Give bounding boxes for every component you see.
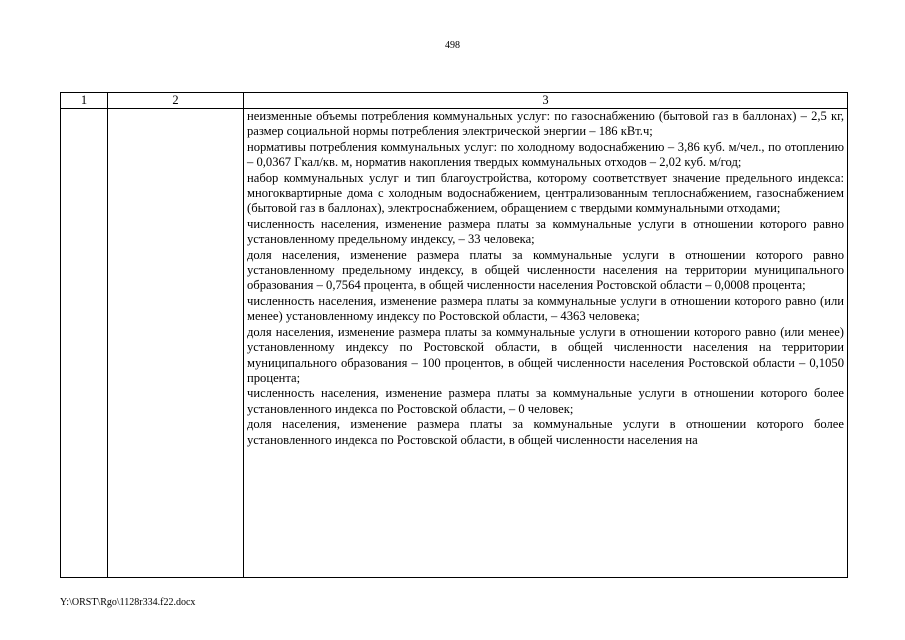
paragraph: нормативы потребления коммунальных услуг: по холодному водоснабжению – 3,86 куб. м/чел., по отоплению – 0,0367 Гкал/кв. м, норматив накопления твердых коммунальных отходов – 2,02 куб. м/год;	[247, 139, 844, 170]
page-number: 498	[445, 40, 460, 51]
paragraph: неизменные объемы потребления коммунальных услуг: по газоснабжению (бытовой газ в баллонах) – 2,5 кг, размер социальной нормы потребления электрической энергии – 186 кВт.ч;	[247, 109, 844, 139]
cell-column-1	[61, 109, 108, 578]
cell-column-3	[244, 109, 848, 578]
paragraph: доля населения, изменение размера платы за коммунальные услуги в отношении которого равно установленному предельному индексу, в общей численности населения на территории муниципального образования – 0,7564 процента, в общей численности населения Ростовской области – 0,0008 процента;	[247, 247, 844, 293]
paragraph: численность населения, изменение размера платы за коммунальные услуги в отношении которого равно установленному предельному индексу, – 33 человека;	[247, 216, 844, 247]
table-header-row	[61, 93, 848, 109]
document-table	[60, 92, 848, 578]
paragraph: доля населения, изменение размера платы за коммунальные услуги в отношении которого более установленного индекса по Ростовской области, в общей численности населения на	[247, 417, 844, 447]
paragraph: набор коммунальных услуг и тип благоустройства, которому соответствует значение предельного индекса: многоквартирные дома с холодным водоснабжением, централизованным теплоснабжением, газоснабжением (бытовой газ в баллонах), электроснабжением, обращением с твердыми коммунальными отходами;	[247, 170, 844, 216]
cell-column-2	[108, 109, 244, 578]
table-row	[61, 109, 848, 578]
column-number-2: 2	[108, 93, 244, 109]
paragraph: численность населения, изменение размера платы за коммунальные услуги в отношении которого равно (или менее) установленному индексу по Ростовской области, – 4363 человека;	[247, 293, 844, 324]
footer-file-path: Y:\ORST\Rgo\1128r334.f22.docx	[60, 597, 196, 608]
paragraph: численность населения, изменение размера платы за коммунальные услуги в отношении которого более установленного индекса по Ростовской области, – 0 человек;	[247, 386, 844, 416]
column-number-1: 1	[61, 93, 108, 109]
paragraph: доля населения, изменение размера платы за коммунальные услуги в отношении которого равно (или менее) установленному индексу по Ростовской области, в общей численности населения на территории муниципального образования – 100 процентов, в общей численности населения Ростовской области – 0,1050 процента;	[247, 324, 844, 385]
column-number-3: 3	[244, 93, 848, 109]
